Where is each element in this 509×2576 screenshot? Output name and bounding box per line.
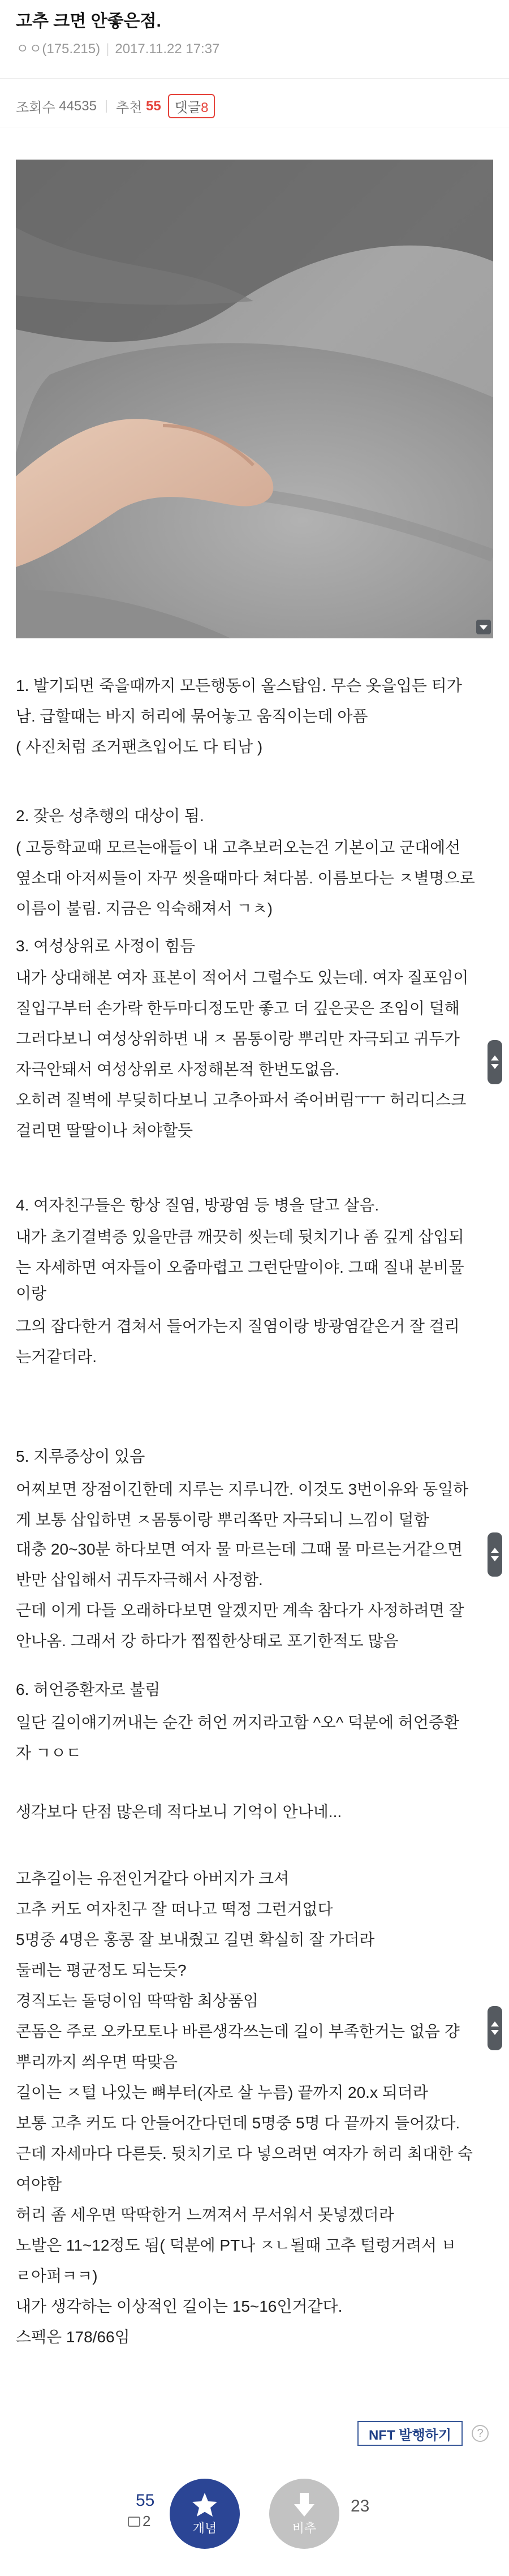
body-line: 게 보통 삽입하면 ㅈ몸통이랑 뿌리쪽만 자극되니 느낌이 덜함 [16,1511,429,1529]
comments-label: 댓글 [174,100,201,115]
upvote-button[interactable] [170,2479,240,2549]
body-line: 질입구부터 손가락 한두마디정도만 좋고 더 깊은곳은 조임이 덜해 [16,999,460,1017]
comment-icon [128,2517,140,2527]
body-line: 길이는 ㅈ털 나있는 뼈부터(자로 살 누름) 끝까지 20.x 되더라 [16,2084,428,2101]
body-line: 뿌리까지 씌우면 딱맞음 [16,2053,178,2071]
chevron-down-icon [491,2030,499,2035]
chevron-up-icon [491,1548,499,1553]
body-line: 는 자세하면 여자들이 오줌마렵고 그런단말이야. 그때 질내 분비물 [16,1259,464,1276]
nft-publish-button[interactable]: NFT 발행하기 [357,2421,463,2446]
views-label: 조회수 [16,100,55,115]
arrow-down-icon [293,2492,316,2518]
body-line: 걸리면 딸딸이나 쳐야할듯 [16,1122,193,1139]
body-line: 1. 발기되면 죽을때까지 모든행동이 올스탑임. 무슨 옷을입든 티가 [16,677,462,694]
help-icon[interactable]: ? [472,2425,489,2442]
body-line: 경직도는 돌덩이임 딱딱함 최상품임 [16,1992,259,2010]
body-line: 이랑 [16,1285,47,1302]
body-line: 허리 좀 세우면 딱딱한거 느껴져서 무서워서 못넣겠더라 [16,2206,394,2223]
body-line: 둘레는 평균정도 되는듯? [16,1961,187,1979]
stats-divider [106,100,107,113]
body-line: 근데 자세마다 다른듯. 뒷치기로 다 넣으려면 여자가 허리 최대한 숙 [16,2145,473,2162]
downvote-label: 비추 [292,2521,317,2535]
post-title: 고추 크면 안좋은점. [16,12,161,31]
post-photo [16,160,493,638]
scroll-handle[interactable] [488,2006,502,2050]
body-line: 2. 잦은 성추행의 대상이 됨. [16,807,204,825]
body-line: 5. 지루증상이 있음 [16,1448,145,1465]
body-line: 반만 삽입해서 귀두자극해서 사정함. [16,1571,263,1588]
post-datetime: 2017.11.22 17:37 [115,41,220,57]
body-line: 그러다보니 여성상위하면 내 ㅈ 몸통이랑 뿌리만 자극되고 귀두가 [16,1030,460,1047]
comment-count-group [128,2513,150,2530]
body-line: 3. 여성상위로 사정이 힘듬 [16,937,196,955]
body-line: 자 ㄱㅇㄷ [16,1744,81,1762]
chevron-up-icon [491,1055,499,1061]
body-line: 근데 이게 다들 오래하다보면 알겠지만 계속 참다가 사정하려면 잘 [16,1602,464,1619]
body-line: 오히려 질벽에 부딪히다보니 고추아파서 죽어버림ㅜㅜ 허리디스크 [16,1091,467,1109]
body-line: 는거같더라. [16,1348,97,1366]
body-line: 대충 20~30분 하다보면 여자 물 마르는데 그때 물 마르는거같으면 [16,1540,463,1558]
post-stats [16,94,215,118]
body-line: 4. 여자친구들은 항상 질염, 방광염 등 병을 달고 살음. [16,1196,379,1214]
star-icon [191,2492,218,2518]
chevron-down-icon [491,1556,499,1561]
body-line: 보통 고추 커도 다 안들어간다던데 5명중 5명 다 끝까지 들어갔다. [16,2114,460,2132]
chevron-down-icon [491,1064,499,1069]
downvote-button[interactable] [269,2479,339,2549]
recommend-label: 추천 [115,100,143,115]
body-line: 남. 급할때는 바지 허리에 묶어놓고 움직이는데 아픔 [16,707,368,725]
body-line: 생각보다 단점 많은데 적다보니 기억이 안나네... [16,1803,342,1821]
post-author[interactable]: ㅇㅇ(175.215) [16,41,101,57]
body-line: ( 고등학교때 모르는애들이 내 고추보러오는건 기본이고 군대에선 [16,839,461,856]
comment-count: 2 [143,2513,151,2530]
views-count: 44535 [59,98,97,114]
body-line: 스펙은 178/66임 [16,2328,130,2346]
body-line: ㄹ아퍼ㅋㅋ) [16,2267,98,2285]
body-line: 6. 허언증환자로 불림 [16,1681,161,1698]
header-divider [0,78,509,79]
body-line: 내가 상대해본 여자 표본이 적어서 그럴수도 있는데. 여자 질포임이 [16,969,469,986]
downvote-count: 23 [351,2497,370,2515]
upvote-label: 개념 [192,2521,217,2535]
body-line: 고추 커도 여자친구 잘 떠나고 떡정 그런거없다 [16,1900,333,1918]
body-line: 그의 잡다한거 겹쳐서 들어가는지 질염이랑 방광염같은거 잘 걸리 [16,1317,460,1335]
scroll-handle[interactable] [488,1040,502,1084]
body-line: 콘돔은 주로 오카모토나 바른생각쓰는데 길이 부족한거는 없음 걍 [16,2023,460,2040]
body-line: 노발은 11~12정도 됨( 덕분에 PT나 ㅈㄴ될때 고추 털렁거려서 ㅂ [16,2236,456,2254]
body-line: 어찌보면 장점이긴한데 지루는 지루니깐. 이것도 3번이유와 동일하 [16,1480,469,1498]
upvote-count: 55 [136,2491,155,2510]
body-line: ( 사진처럼 조거팬츠입어도 다 티남 ) [16,738,263,755]
comments-badge[interactable] [168,94,215,118]
post-meta: ㅇㅇ(175.215) | 2017.11.22 17:37 [16,41,220,57]
body-line: 내가 생각하는 이상적인 길이는 15~16인거같다. [16,2298,343,2315]
photo-illustration [16,160,493,638]
body-line: 5명중 4명은 홍콩 잘 보내줬고 길면 확실히 잘 가더라 [16,1931,375,1948]
body-line: 이름이 불림. 지금은 익숙해져서 ㄱㅊ) [16,900,273,917]
chevron-up-icon [491,2021,499,2027]
body-line: 자극안돼서 여성상위로 사정해본적 한번도없음. [16,1061,340,1078]
comments-count: 8 [201,100,209,115]
body-line: 여야함 [16,2175,62,2193]
image-expand-icon[interactable] [476,620,491,634]
scroll-handle[interactable] [488,1532,502,1577]
body-line: 고추길이는 유전인거같다 아버지가 크셔 [16,1870,290,1887]
body-line: 내가 초기결벽증 있을만큼 깨끗히 씻는데 뒷치기나 좀 깊게 삽입되 [16,1228,464,1246]
body-line: 옆소대 아저씨들이 자꾸 씻을때마다 쳐다봄. 이름보다는 ㅈ별명으로 [16,869,475,887]
body-line: 안나옴. 그래서 강 하다가 찝찝한상태로 포기한적도 많음 [16,1632,399,1650]
body-line: 일단 길이얘기꺼내는 순간 허언 꺼지라고함 ^오^ 덕분에 허언증환 [16,1714,459,1731]
recommend-count: 55 [146,98,161,114]
